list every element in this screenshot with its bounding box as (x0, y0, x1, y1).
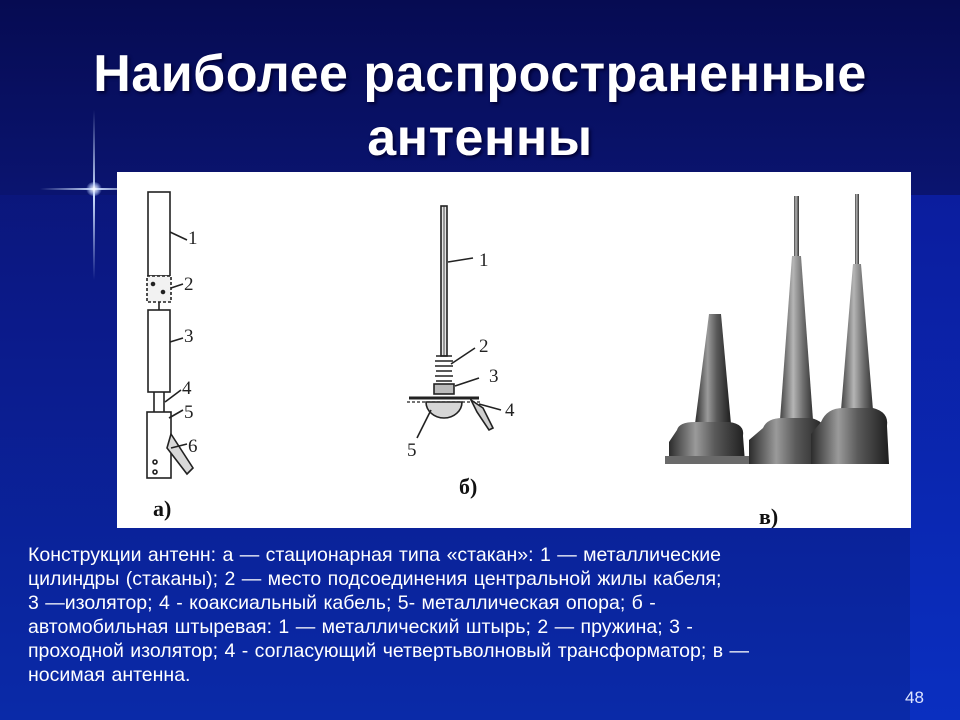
slide-title-line-1: Наиболее распространенные (93, 45, 867, 103)
caption-line-2: цилиндры (стаканы); 2 — место подсоединения центральной жилы кабеля; (28, 568, 722, 590)
antenna-figure (117, 172, 911, 528)
callout-a-5: 5 (184, 402, 194, 423)
callout-b-5: 5 (407, 440, 417, 461)
callout-a-1: 1 (188, 228, 198, 249)
panel-a-label: а) (153, 496, 172, 521)
caption-line-3: 3 —изолятор; 4 - коаксиальный кабель; 5- металлическая опора; б - (28, 592, 656, 614)
callout-b-4: 4 (505, 400, 515, 421)
caption-line-1: Конструкции антенн: а — стационарная типа «стакан»: 1 — металлические (28, 544, 721, 566)
panel-b-drawing (407, 206, 501, 438)
panel-v-drawing (665, 194, 889, 464)
caption-line-6: носимая антенна. (28, 664, 191, 686)
panel-b-callouts (407, 250, 515, 461)
page-number: 48 (905, 688, 924, 707)
callout-b-1: 1 (479, 250, 489, 271)
callout-a-4: 4 (182, 378, 192, 399)
slide-title-line-2: антенны (367, 109, 593, 167)
callout-b-2: 2 (479, 336, 489, 357)
callout-a-3: 3 (184, 326, 194, 347)
figure-caption (28, 543, 948, 687)
panel-v-label: в) (759, 504, 779, 528)
panel-b-label: б) (459, 474, 478, 499)
sparkle-icon (86, 182, 102, 196)
caption-line-4: автомобильная штыревая: 1 — металлический штырь; 2 — пружина; 3 - (28, 616, 693, 638)
antenna-drawings (117, 172, 911, 528)
slide-title (0, 42, 960, 170)
panel-a-callouts (182, 228, 198, 457)
callout-a-6: 6 (188, 436, 198, 457)
callout-a-2: 2 (184, 274, 194, 295)
caption-line-5: проходной изолятор; 4 - согласующий четвертьволновый трансформатор; в — (28, 640, 749, 662)
callout-b-3: 3 (489, 366, 499, 387)
